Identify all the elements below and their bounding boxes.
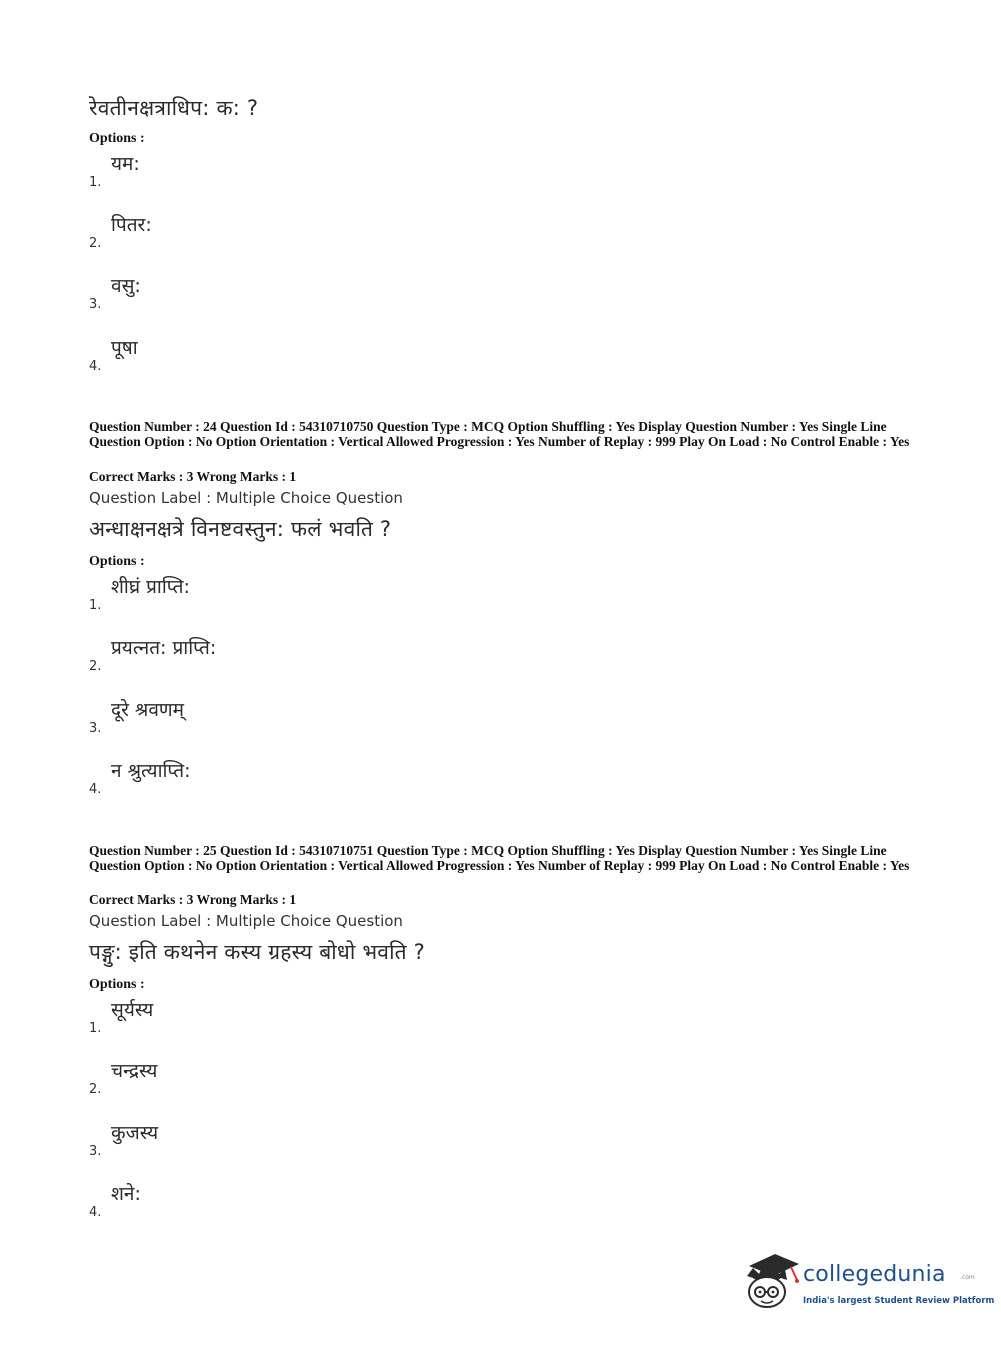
option-number: 4. — [89, 359, 102, 374]
question-25-text: पङ्गु: इति कथनेन कस्य ग्रहस्य बोधो भवति ? — [89, 940, 425, 964]
option-text: सूर्यस्य — [111, 999, 154, 1021]
option-text: वसु: — [111, 275, 141, 297]
question-25-marks: Correct Marks : 3 Wrong Marks : 1 — [89, 892, 297, 907]
option-text: पूषा — [111, 337, 138, 359]
option-number: 2. — [89, 236, 102, 251]
option-text: दूरे श्रवणम् — [111, 699, 185, 721]
option-text: शने: — [111, 1183, 141, 1205]
option-text: कुजस्य — [111, 1122, 159, 1144]
option-number: 1. — [89, 175, 102, 190]
question-25-label: Question Label : Multiple Choice Question — [89, 912, 403, 930]
question-25-options-label: Options : — [89, 977, 145, 992]
option-text: यम: — [111, 153, 140, 175]
question-23-options-label: Options : — [89, 131, 145, 146]
option-number: 4. — [89, 782, 102, 797]
option-number: 3. — [89, 721, 102, 736]
option-number: 1. — [89, 1021, 102, 1036]
option-number: 4. — [89, 1205, 102, 1220]
option-text: शीघ्रं प्राप्ति: — [111, 576, 190, 598]
question-25-meta: Question Number : 25 Question Id : 54310710751 Question Type : MCQ Option Shuffling : Yes Display Question Number : Yes Single Line Question Option : No Option Orientation : Vertical Allowed Progression : Yes Number of Replay : 999 Play On Load : No Control Enable : Yes — [89, 843, 910, 873]
question-24-options-label: Options : — [89, 554, 145, 569]
option-text: प्रयत्नत: प्राप्ति: — [111, 637, 217, 659]
option-number: 1. — [89, 598, 102, 613]
mascot-icon — [741, 1250, 801, 1310]
option-text: न श्रुत्याप्ति: — [111, 760, 191, 782]
option-text: पितर: — [111, 214, 152, 236]
question-24-label: Question Label : Multiple Choice Question — [89, 489, 403, 507]
question-23-text: रेवतीनक्षत्राधिप: क: ? — [89, 96, 259, 120]
question-24-text: अन्धाक्षनक्षत्रे विनष्टवस्तुन: फलं भवति ? — [89, 517, 392, 541]
logo-wordmark: collegedunia — [803, 1262, 946, 1287]
option-number: 3. — [89, 297, 102, 312]
logo-tagline: India's largest Student Review Platform — [803, 1296, 995, 1306]
option-number: 2. — [89, 1082, 102, 1097]
option-number: 3. — [89, 1144, 102, 1159]
option-text: चन्द्रस्य — [111, 1060, 158, 1082]
question-24-marks: Correct Marks : 3 Wrong Marks : 1 — [89, 469, 297, 484]
question-24-meta: Question Number : 24 Question Id : 54310710750 Question Type : MCQ Option Shuffling : Yes Display Question Number : Yes Single Line Question Option : No Option Orientation : Vertical Allowed Progression : Yes Number of Replay : 999 Play On Load : No Control Enable : Yes — [89, 419, 910, 449]
logo-domain-suffix: .com — [960, 1274, 975, 1281]
option-number: 2. — [89, 659, 102, 674]
collegedunia-logo — [741, 1250, 995, 1316]
